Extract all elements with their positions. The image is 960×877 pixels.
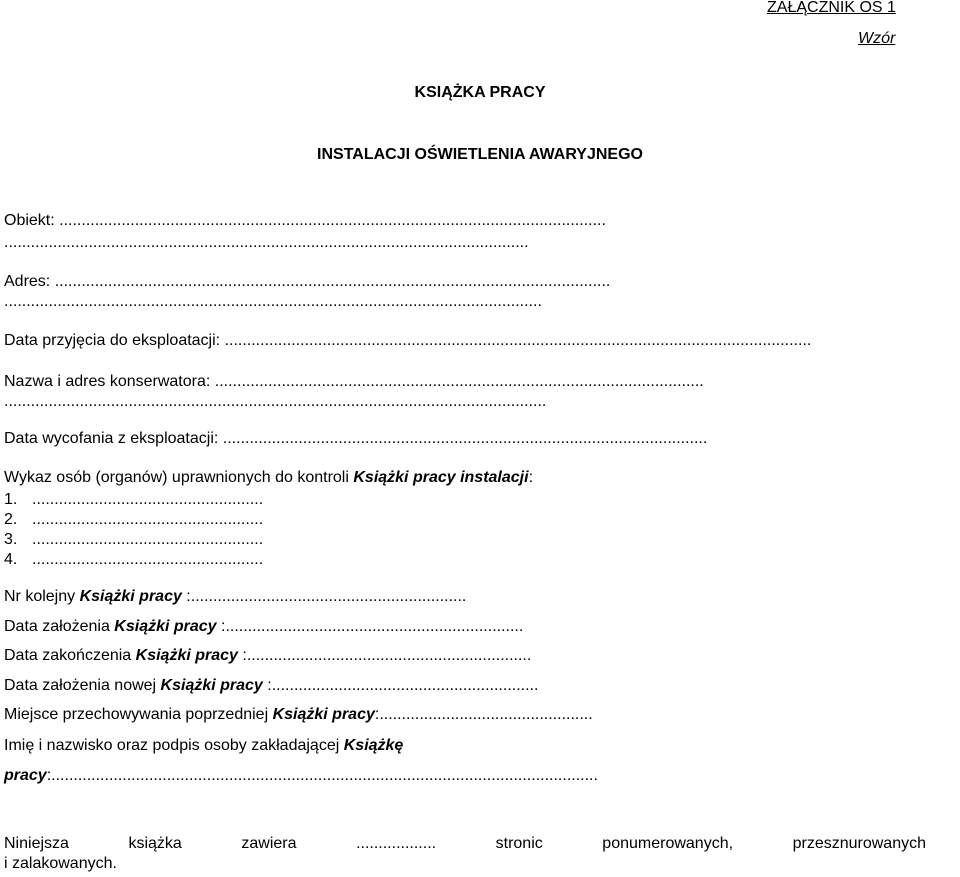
field-imie-label: Imię i nazwisko oraz podpis osoby zakładającej xyxy=(4,737,344,754)
field-nr-kolejny-colon: : xyxy=(181,588,191,605)
field-imie-italic: Książkę xyxy=(343,737,404,754)
field-adres xyxy=(4,272,610,292)
field-miejsce-italic: Książki pracy xyxy=(272,706,375,723)
list-item-number: 1. xyxy=(4,491,18,508)
closing-word: książka xyxy=(128,835,182,852)
closing-paragraph xyxy=(4,834,926,874)
field-konserwator xyxy=(4,372,704,392)
field-data-nowej-colon: : xyxy=(262,677,272,694)
template-label: Wzór xyxy=(858,30,896,47)
field-imie-nazwisko xyxy=(4,736,403,756)
field-obiekt xyxy=(4,211,606,231)
document-title: KSIĄŻKA PRACY xyxy=(414,84,546,101)
field-adres-line2: ......................................................................................................................... xyxy=(4,293,542,310)
field-data-zakonczenia-dots: ................................................................ xyxy=(246,647,532,664)
field-obiekt-label: Obiekt: xyxy=(4,212,60,229)
field-data-zakonczenia-colon: : xyxy=(237,647,247,664)
list-item xyxy=(4,550,263,570)
document-subtitle: INSTALACJI OŚWIETLENIA AWARYJNEGO xyxy=(317,146,643,163)
closing-word: przesznurowanych xyxy=(792,835,926,852)
list-item-dots: .................................................... xyxy=(32,511,264,528)
closing-page-count-blank: .................. xyxy=(356,835,437,852)
field-data-zakonczenia xyxy=(4,646,531,666)
field-data-zakonczenia-italic: Książki pracy xyxy=(135,647,238,664)
annex-label: ZAŁĄCZNIK OS 1 xyxy=(767,0,896,16)
field-data-zalozenia-label: Data założenia xyxy=(4,618,115,635)
field-konserwator-line2: .......................................................................................................................... xyxy=(4,393,547,410)
field-data-przyjecia-dots: .................................................................................................................................... xyxy=(224,332,812,349)
field-data-zalozenia-italic: Książki pracy xyxy=(114,618,217,635)
list-item xyxy=(4,490,263,510)
closing-word: zawiera xyxy=(241,835,297,852)
field-data-zalozenia xyxy=(4,617,523,637)
list-item-dots: .................................................... xyxy=(32,491,264,508)
field-data-nowej-italic: Książki pracy xyxy=(160,677,263,694)
field-wykaz xyxy=(4,468,533,488)
field-nr-kolejny xyxy=(4,587,466,607)
field-nr-kolejny-dots: .............................................................. xyxy=(190,588,467,605)
closing-line-1 xyxy=(4,834,926,854)
list-item xyxy=(4,510,263,530)
field-miejsce-label: Miejsce przechowywania poprzedniej xyxy=(4,706,273,723)
field-imie-line2 xyxy=(4,766,598,786)
field-konserwator-dots: .............................................................................................................. xyxy=(214,373,704,390)
field-nr-kolejny-italic: Książki pracy xyxy=(79,588,182,605)
list-item-dots: .................................................... xyxy=(32,531,264,548)
field-data-zakonczenia-label: Data zakończenia xyxy=(4,647,136,664)
list-item-number: 3. xyxy=(4,531,18,548)
list-item xyxy=(4,530,263,550)
field-obiekt-dots: ........................................................................................................................... xyxy=(59,212,606,229)
field-data-wycofania-label: Data wycofania z eksploatacji: xyxy=(4,430,223,447)
field-adres-label: Adres: xyxy=(4,273,55,290)
closing-word: stronic xyxy=(495,835,543,852)
field-miejsce-dots: ................................................ xyxy=(379,706,593,723)
field-miejsce xyxy=(4,705,593,725)
field-wykaz-label: Wykaz osób (organów) uprawnionych do kontroli xyxy=(4,469,354,486)
closing-word: Niniejsza xyxy=(4,835,69,852)
list-item-dots: .................................................... xyxy=(32,551,264,568)
field-imie-colon: : xyxy=(46,767,52,784)
field-wykaz-italic: Książki pracy instalacji xyxy=(353,469,529,486)
field-data-przyjecia xyxy=(4,331,811,351)
closing-word: ponumerowanych, xyxy=(602,835,734,852)
field-data-nowej xyxy=(4,676,538,696)
field-nr-kolejny-label: Nr kolejny xyxy=(4,588,80,605)
field-obiekt-line2: ...................................................................................................................... xyxy=(4,234,529,251)
closing-line-2: i zalakowanych. xyxy=(4,855,117,872)
field-data-wycofania-dots: ............................................................................................................. xyxy=(222,430,708,447)
field-data-zalozenia-colon: : xyxy=(216,618,226,635)
list-item-number: 4. xyxy=(4,551,18,568)
field-data-przyjecia-label: Data przyjęcia do eksploatacji: xyxy=(4,332,225,349)
field-imie-italic2: pracy xyxy=(4,767,47,784)
field-data-wycofania xyxy=(4,429,707,449)
field-imie-dots: ........................................................................................................................... xyxy=(51,767,598,784)
list-item-number: 2. xyxy=(4,511,18,528)
field-wykaz-colon: : xyxy=(528,469,534,486)
field-adres-dots: ............................................................................................................................. xyxy=(54,273,611,290)
field-miejsce-colon: : xyxy=(374,706,380,723)
field-konserwator-label: Nazwa i adres konserwatora: xyxy=(4,373,215,390)
field-data-nowej-label: Data założenia nowej xyxy=(4,677,161,694)
field-data-zalozenia-dots: ................................................................... xyxy=(225,618,524,635)
field-data-nowej-dots: ............................................................ xyxy=(271,677,539,694)
